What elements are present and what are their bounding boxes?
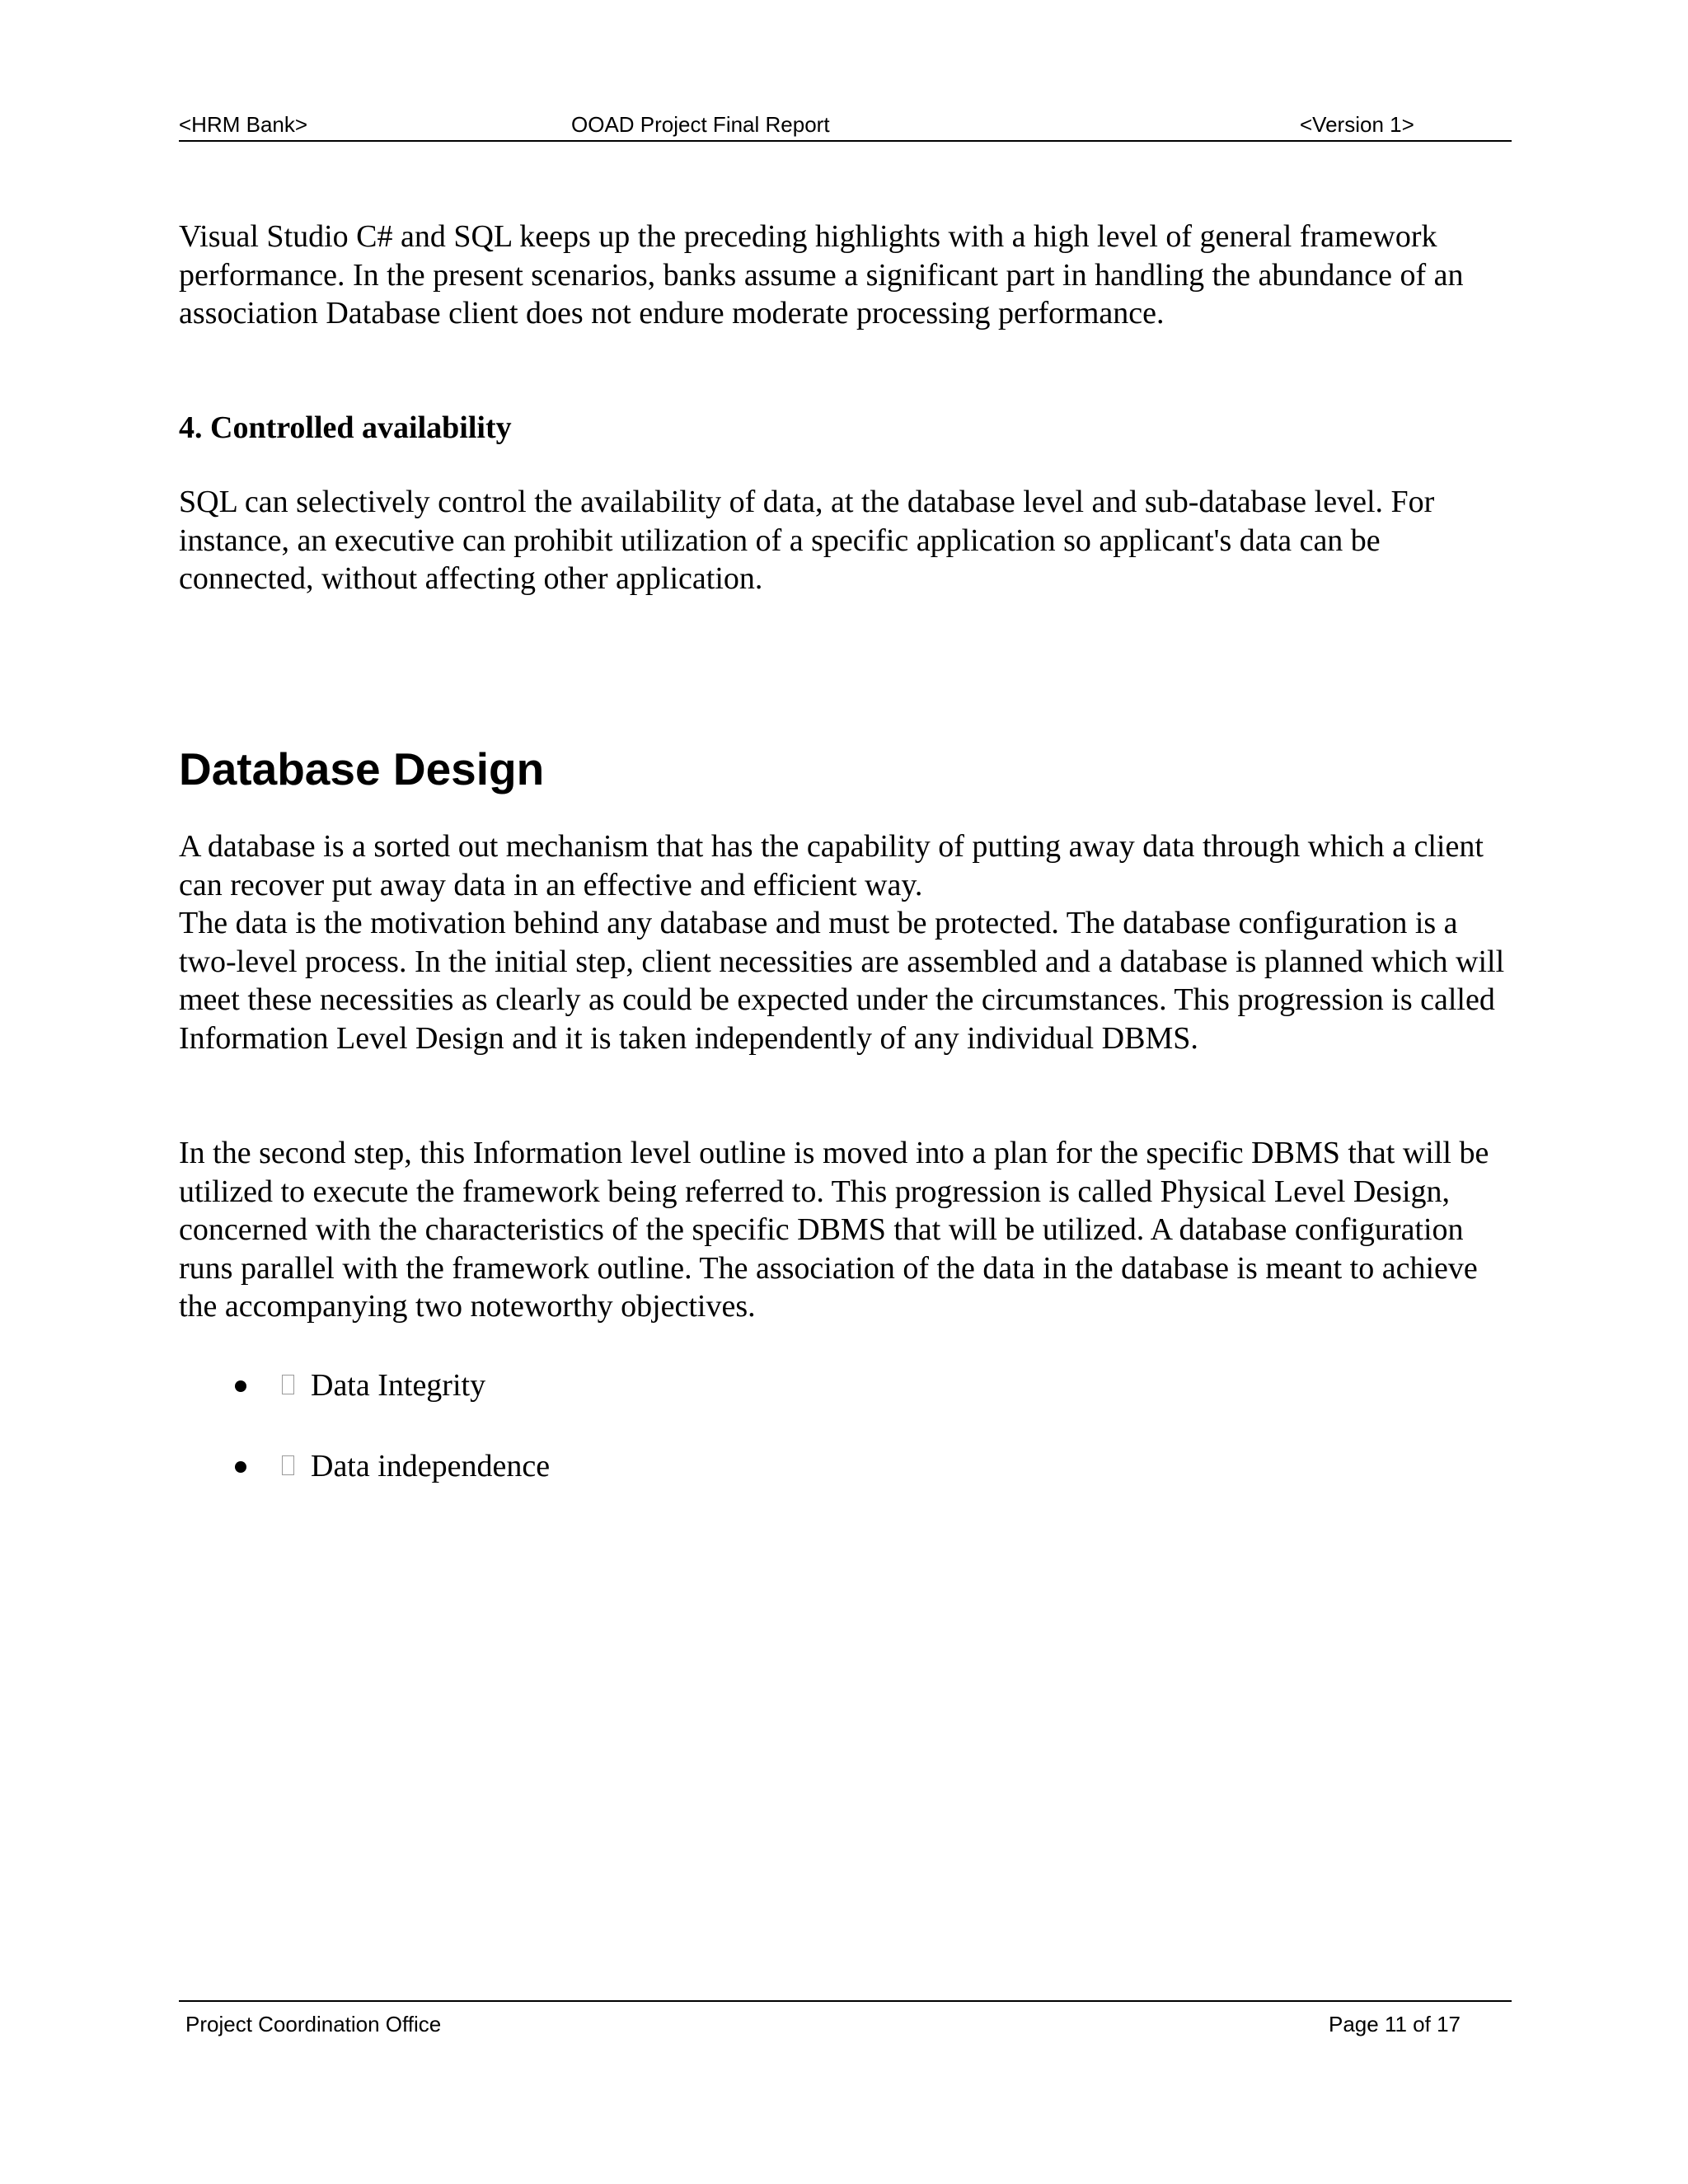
list-item	[179, 1447, 1498, 1528]
database-design-text-1b: The data is the motivation behind any database and must be protected. The database configuration is a two-level process. In the initial step, client necessities are assembled and a database is planned which will meet these necessities as clearly as could be expected under the circumstances. This progression is called Information Level Design and it is taken independently of any individual DBMS.	[179, 906, 1505, 1056]
missing-glyph-icon	[282, 1375, 294, 1394]
bullet-icon	[235, 1380, 246, 1392]
page-footer	[179, 2000, 1512, 2043]
header-document-title: OOAD Project Final Report	[571, 112, 830, 137]
database-design-paragraph-1	[179, 827, 1518, 1057]
list-item	[179, 1366, 1498, 1447]
database-design-heading: Database Design	[179, 743, 545, 794]
intro-text: Visual Studio C# and SQL keeps up the preceding highlights with a high level of general framework performance. In the present scenarios, banks assume a significant part in handling the abundance of an association Database client does not endure moderate processing performance.	[179, 219, 1464, 330]
header-organization: <HRM Bank>	[179, 112, 308, 137]
header-version: <Version 1>	[1300, 112, 1414, 137]
intro-paragraph	[179, 218, 1518, 333]
controlled-availability-heading: 4. Controlled availability	[179, 410, 512, 445]
page-number: Page 11 of 17	[1329, 2012, 1461, 2036]
footer-office: Project Coordination Office	[185, 2012, 442, 2036]
list-item-label: Data independence	[311, 1449, 551, 1483]
database-design-text-2: In the second step, this Information level outline is moved into a plan for the specific DBMS that will be utilized to execute the framework being referred to. This progression is called Physical Level Design, concerned with the characteristics of the specific DBMS that will be utilized. A database configuration runs parallel with the framework outline. The association of the data in the database is meant to achieve the accompanying two noteworthy objectives.	[179, 1136, 1489, 1324]
controlled-availability-text: SQL can selectively control the availability of data, at the database level and sub-database level. For instance, an executive can prohibit utilization of a specific application so applicant's data can be connected, without affecting other application.	[179, 485, 1435, 596]
missing-glyph-icon	[282, 1455, 294, 1475]
bullet-icon	[235, 1461, 246, 1473]
controlled-availability-paragraph	[179, 483, 1518, 598]
list-item-label: Data Integrity	[311, 1368, 486, 1403]
database-design-text-1a: A database is a sorted out mechanism that has the capability of putting away data through which a client can recover put away data in an effective and efficient way.	[179, 829, 1484, 902]
objectives-list	[179, 1366, 1498, 1528]
page-header	[179, 107, 1512, 142]
database-design-paragraph-2	[179, 1134, 1518, 1326]
